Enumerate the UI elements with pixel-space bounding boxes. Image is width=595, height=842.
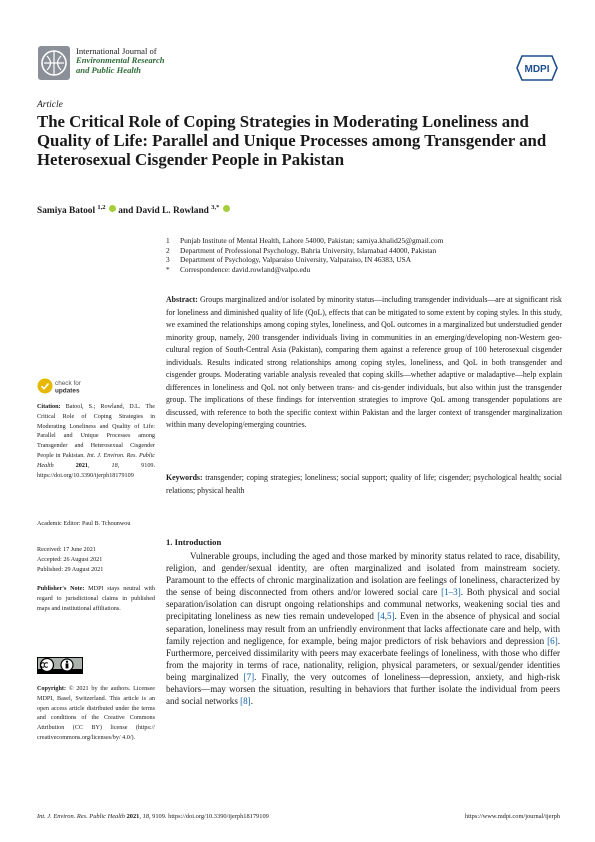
dates-block (37, 546, 155, 575)
affiliation-number: 2 (166, 245, 170, 255)
citation-text: Batool, S.; Rowland, D.L. The Critical Role of Coping Strategies in Moderating Loneliness and Quality of Life: Parallel and Unique Processes among Transgender and Heterosexual Cisgender People in Pakistan. (37, 404, 155, 459)
journal-name-line3: and Public Health (76, 64, 141, 75)
article-title: The Critical Role of Coping Strategies in Moderating Loneliness and Quality of Life: Parallel and Unique Processes among Transgender and Heterosexual Cisgender People in Pakistan (37, 112, 547, 170)
publisher-note-label: Publisher's Note: (37, 586, 85, 592)
affiliation-item (166, 236, 566, 246)
footer-journal-url[interactable]: https://www.mdpi.com/journal/ijerph (464, 813, 560, 820)
intro-paragraph (166, 550, 560, 707)
keywords-label: Keywords: (166, 473, 203, 482)
affiliation-text: Department of Professional Psychology, Bahria University, Islamabad 44000, Pakistan (180, 245, 437, 255)
footer-journal: Int. J. Environ. Res. Public Health (37, 813, 125, 820)
affiliation-text: Punjab Institute of Mental Health, Lahore 54000, Pakistan; samiya.khalid25@gmail.com (180, 236, 444, 245)
accepted-date: Accepted: 26 August 2021 (37, 556, 103, 563)
intro-text: . Furthermore, perceived dissimilarity with peers may exacerbate feelings of loneliness, with those who differ from the majority in terms of race, nationality, religion, physical parameters, or sexual/gender identities being marginalized (166, 635, 560, 682)
copyright-text: © 2021 by the authors. Licensee MDPI, Basel, Switzerland. This article is an open access article distributed under the terms and conditions of the Creative Commons Attribution (CC BY) license (https:// creativecommons.org/licenses/by/ 4.0/). (37, 686, 155, 741)
abstract-label: Abstract: (166, 295, 198, 304)
citation-block: Citation: Batool, S.; Rowland, D.L. The Critical Role of Coping Strategies in Moderating Loneliness and Quality of Life: Parallel and Unique Processes among Transgender and Heterosexual Cisgender People in Pakistan. Int. J. Environ. Res. Public Health 2021, 18, 9109. https://doi.org/10.3390/ijerph18179109 (37, 404, 156, 479)
publisher-note-text: MDPI stays neutral with regard to jurisdictional claims in published maps and institutional affiliations. (37, 586, 155, 612)
orcid-icon[interactable] (223, 205, 230, 212)
abstract (166, 294, 562, 432)
author-name[interactable]: David L. Rowland (135, 206, 209, 217)
intro-text: . Finally, the very outcomes of loneliness—depression, anxiety, and high-risk behaviors—may worsen the situation, resulting in behaviors that further isolate the individual from peers and social networks (166, 671, 561, 707)
citation-link[interactable]: [7] (243, 671, 255, 682)
check-for-updates-icon[interactable] (37, 376, 97, 396)
author-affiliation-sup: 3,* (211, 204, 220, 211)
intro-text: . Both physical and social separation/isolation can disrupt ongoing relationships and communal networks, weakening social ties and precipitating loneliness as new ties remain undeveloped (166, 587, 560, 622)
affiliation-number: 3 (166, 255, 170, 265)
orcid-icon[interactable] (109, 205, 116, 212)
author-joiner: and (118, 206, 134, 217)
keywords (166, 472, 562, 497)
intro-text: Vulnerable groups, including the aged and those marked by minority status related to race, disability, religion, and gender/sexual identity, are often marginalized and isolated from mainstream society. Paramount to the effects of chronic marginalization and isolation are feelings of loneliness, characterized by the sense of being disconnected from others and/or lowered social care (166, 551, 560, 598)
cc-by-license-icon[interactable] (37, 657, 83, 674)
journal-name-line1: International Journal of (76, 46, 157, 56)
author-list (37, 204, 230, 216)
copyright-block (37, 685, 155, 744)
citation-link[interactable]: [1–3] (441, 587, 461, 598)
abstract-text: Groups marginalized and/or isolated by minority status—including transgender individuals—are at significant risk for loneliness and diminished quality of life (QoL), effects that can be mitigated to some extent by coping styles. In this study, we examined the relationships among coping styles, loneliness, and QoL outcomes in a marginalized but understudied gender minority group, namely, 200 transgender individuals living in communities in an emerging/developing non-Western geo-cultural region of South-Central Asia (Pakistan), comparing them against a reference group of 100 heterosexual cisgender individuals. Results indicated strong relationships among coping styles, loneliness, and QoL in both transgender and cisgender groups. Moderating variable analysis revealed that coping skills—whether adaptive or maladaptive—help explain differences in loneliness and QoL not only between trans- and cis-gender individuals, but also within just the transgender group. The implications of these findings for intervention strategies to improve QoL among transgender populations are discussed, with reference to both the specific context within Pakistan and the larger context of transgender marginalization within many developing/emerging countries. (166, 295, 562, 430)
affiliation-text: Department of Psychology, Valparaiso University, Valparaiso, IN 46383, USA (180, 255, 412, 265)
mdpi-logo-icon (516, 55, 558, 81)
citation-doi[interactable]: , 9109. https://doi.org/10.3390/ijerph18179109 (37, 462, 155, 479)
affiliation-number: 1 (166, 236, 170, 245)
citation-label: Citation: (37, 404, 61, 410)
footer-citation: Int. J. Environ. Res. Public Health 2021, 18, 9109. https://doi.org/10.3390/ijerph18179109 (37, 813, 269, 820)
citation-journal: Int. J. Environ. Res. Public Health (37, 452, 156, 469)
academic-editor: Academic Editor: Paul B. Tchounwou (37, 521, 131, 527)
affiliation-item (166, 255, 566, 265)
correspondence-text: Correspondence: david.rowland@valpo.edu (180, 264, 311, 274)
received-date: Received: 17 June 2021 (37, 547, 96, 553)
journal-name (76, 47, 276, 75)
journal-logo-icon (37, 45, 71, 81)
citation-year: 2021 (75, 462, 88, 469)
journal-name-line2: Environmental Research (76, 55, 165, 66)
intro-text: . Even in the absence of physical and social separation, loneliness may result from an unfriendly environment that lacks affectionate care and help, with family rejection and negligence, for example, being major predictors of risk behaviors and depression (166, 611, 561, 646)
affiliation-item (166, 265, 566, 275)
affiliation-number: * (166, 264, 170, 274)
affiliation-item (166, 246, 566, 256)
copyright-label: Copyright: (37, 686, 66, 692)
affiliations (166, 236, 566, 274)
check-updates-line2: updates (55, 387, 80, 395)
footer-doi[interactable]: , 9109. https://doi.org/10.3390/ijerph18179109 (148, 813, 269, 820)
citation-link[interactable]: [6] (547, 635, 558, 646)
citation-volume: 18 (111, 462, 118, 469)
footer-volume: 18 (142, 813, 149, 820)
citation-link[interactable]: [4,5] (377, 611, 395, 622)
article-type: Article (37, 100, 63, 110)
author-name[interactable]: Samiya Batool (37, 206, 96, 217)
intro-text: . (250, 696, 253, 707)
section-heading: 1. Introduction (166, 537, 222, 547)
published-date: Published: 29 August 2021 (37, 566, 104, 573)
check-updates-line1: check for (55, 380, 81, 387)
mdpi-logo-text: MDPI (524, 64, 550, 75)
citation-link[interactable]: [8] (240, 696, 251, 707)
author-affiliation-sup: 1,2 (97, 204, 106, 211)
keywords-text: transgender; coping strategies; loneliness; social support; quality of life; cisgender; psychological health; social relations; physical health (166, 473, 562, 495)
publisher-note (37, 585, 155, 614)
footer-year: 2021 (126, 813, 140, 820)
